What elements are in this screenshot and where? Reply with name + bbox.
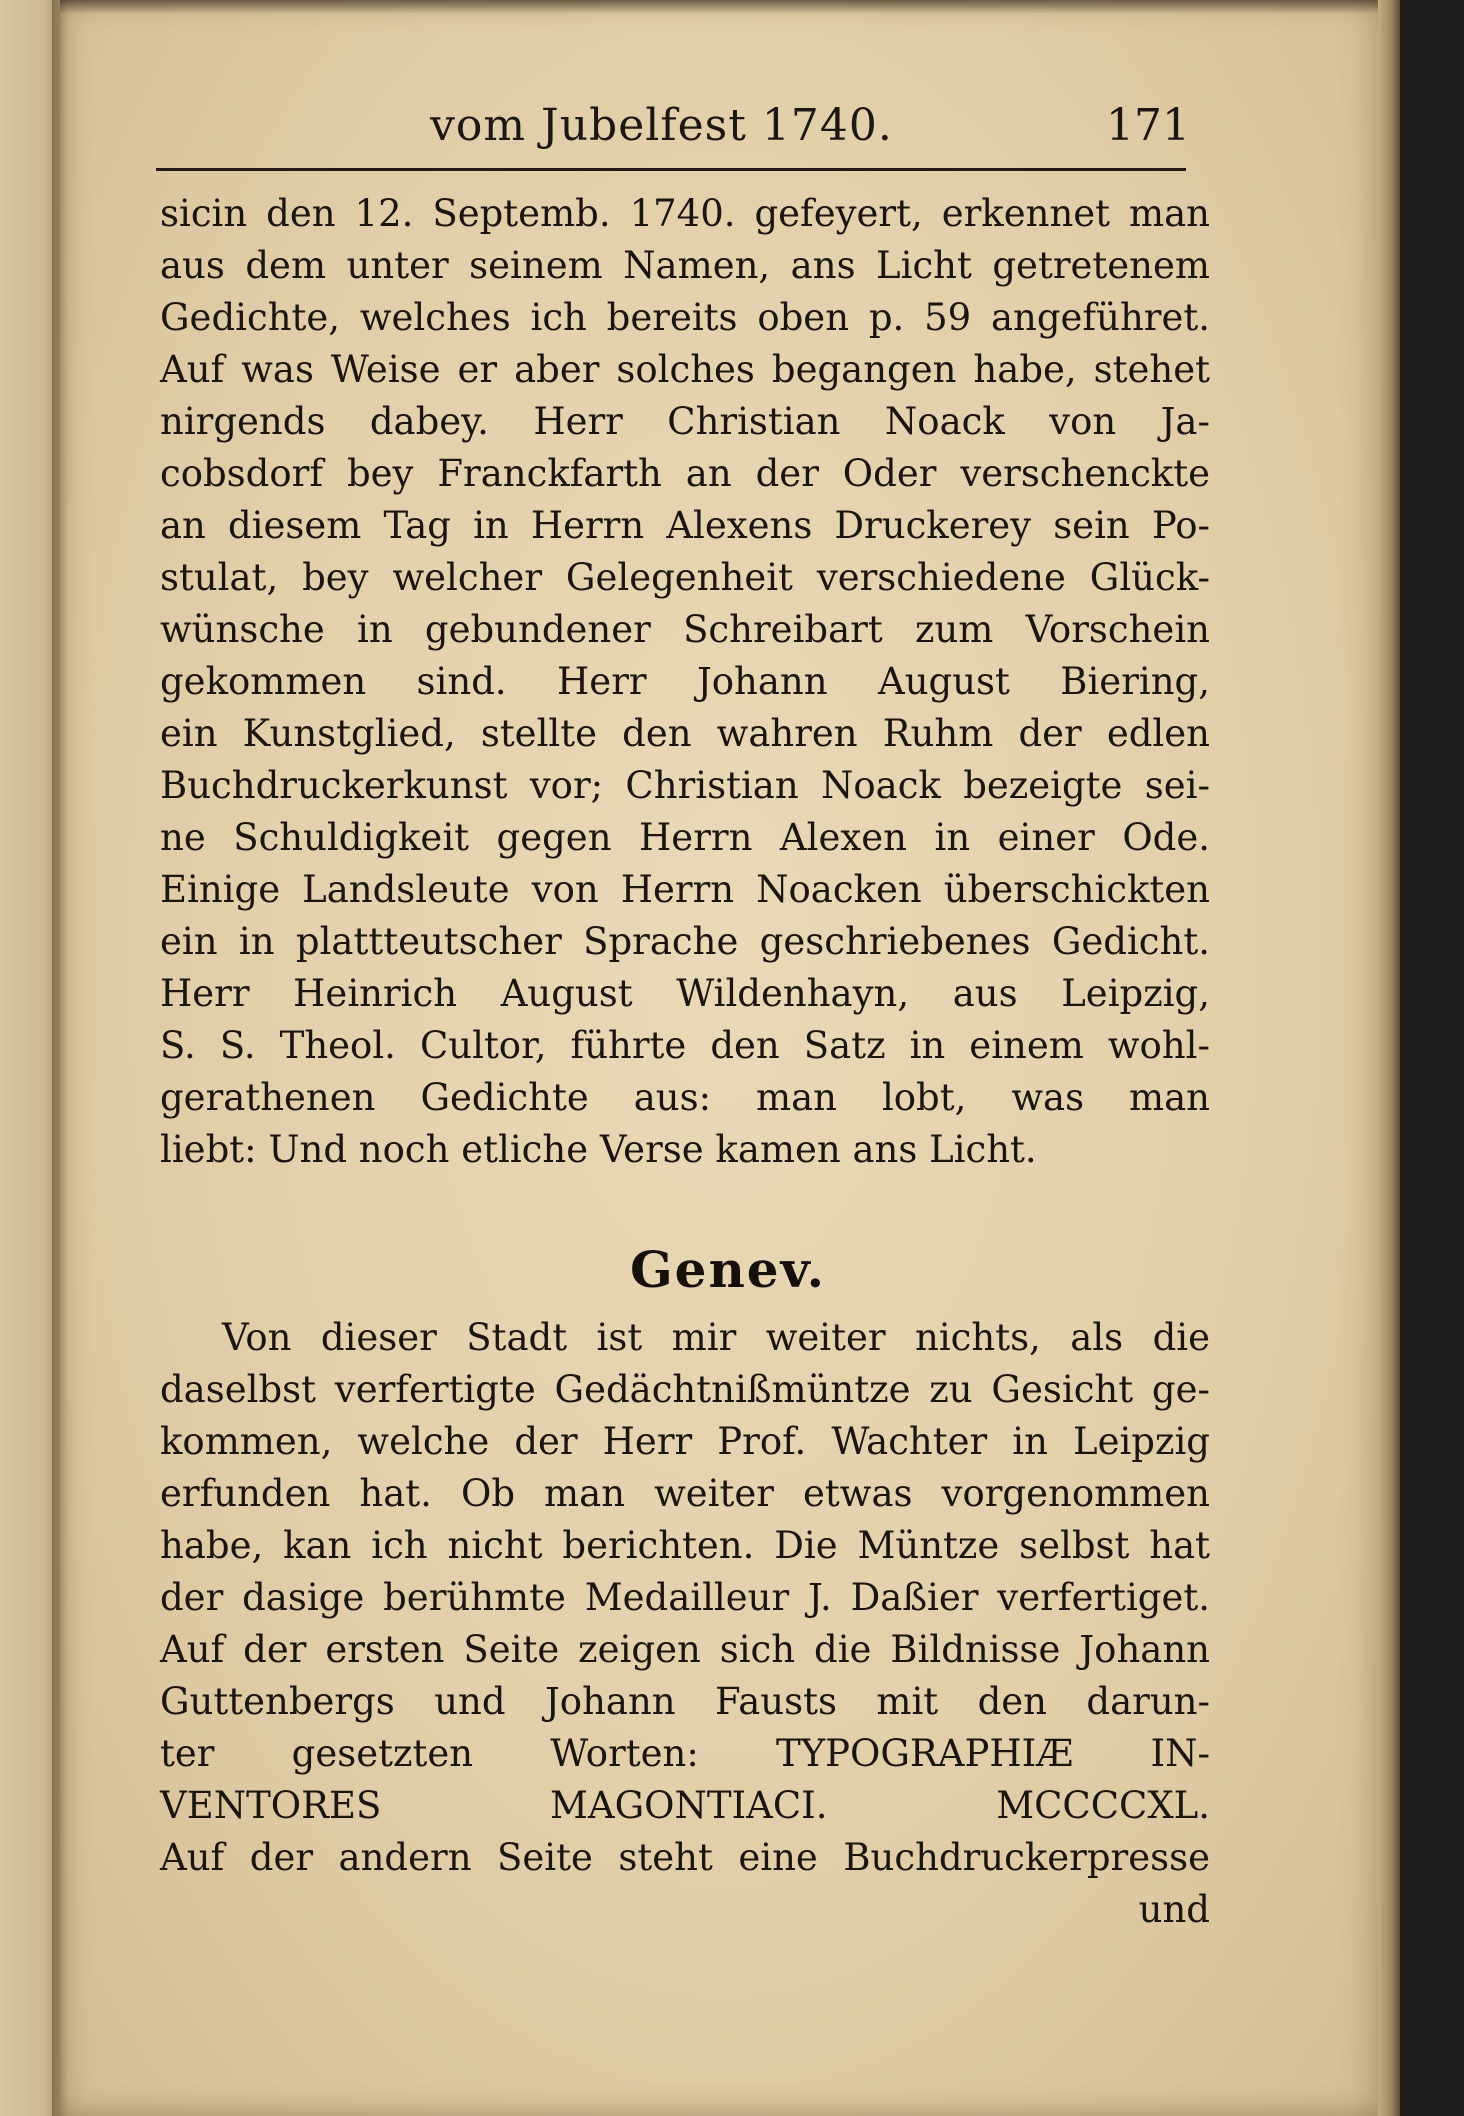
text-line: S. S. Theol. Cultor, führte den Satz in einem wohl- — [160, 1024, 1210, 1067]
text-line: Auf was Weise er aber solches begangen habe, stehet — [160, 348, 1210, 391]
text-line: stulat, bey welcher Gelegenheit verschiedene Glück- — [160, 556, 1210, 599]
text-line: Guttenbergs und Johann Fausts mit den darun- — [160, 1680, 1210, 1723]
text-line: Einige Landsleute von Herrn Noacken überschickten — [160, 868, 1210, 911]
text-line: ein in plattteutscher Sprache geschriebenes Gedicht. — [160, 920, 1210, 963]
text-line: Von dieser Stadt ist mir weiter nichts, als die — [222, 1316, 1210, 1359]
section-heading — [0, 1240, 1464, 1299]
catchword: und — [1138, 1888, 1210, 1931]
text-line: erfunden hat. Ob man weiter etwas vorgenommen — [160, 1472, 1210, 1515]
text-line: gerathenen Gedichte aus: man lobt, was man — [160, 1076, 1210, 1119]
header-rule — [156, 168, 1186, 171]
section-heading-text: Genev. — [629, 1240, 827, 1299]
text-line: cobsdorf bey Franckfarth an der Oder verschenckte — [160, 452, 1210, 495]
text-line: Auf der andern Seite steht eine Buchdruckerpresse — [160, 1836, 1210, 1879]
top-edge-shadow — [60, 0, 1390, 14]
text-line: Herr Heinrich August Wildenhayn, aus Leipzig, — [160, 972, 1210, 1015]
text-line: kommen, welche der Herr Prof. Wachter in Leipzig — [160, 1420, 1210, 1463]
text-line: ter gesetzten Worten: TYPOGRAPHIÆ IN- — [160, 1732, 1210, 1775]
text-line: sicin den 12. Septemb. 1740. gefeyert, erkennet man — [160, 192, 1210, 235]
running-title: vom Jubelfest 1740. — [430, 100, 893, 151]
text-line: Gedichte, welches ich bereits oben p. 59 angeführet. — [160, 296, 1210, 339]
text-line: Auf der ersten Seite zeigen sich die Bildnisse Johann — [160, 1628, 1210, 1671]
text-line: VENTORES MAGONTIACI. MCCCCXL. — [160, 1784, 1210, 1827]
text-line: ein Kunstglied, stellte den wahren Ruhm der edlen — [160, 712, 1210, 755]
page-header — [160, 96, 1190, 166]
text-line: gekommen sind. Herr Johann August Biering, — [160, 660, 1210, 703]
text-line: habe, kan ich nicht berichten. Die Müntze selbst hat — [160, 1524, 1210, 1567]
text-line: wünsche in gebundener Schreibart zum Vorschein — [160, 608, 1210, 651]
page-fore-edge — [1378, 0, 1400, 2116]
paragraph-1 — [160, 188, 1210, 1176]
text-line: nirgends dabey. Herr Christian Noack von Ja- — [160, 400, 1210, 443]
page-number: 171 — [1106, 100, 1190, 151]
text-line: an diesem Tag in Herrn Alexens Druckerey sein Po- — [160, 504, 1210, 547]
text-line: aus dem unter seinem Namen, ans Licht getretenem — [160, 244, 1210, 287]
paragraph-2 — [160, 1312, 1210, 1936]
text-line: ne Schuldigkeit gegen Herrn Alexen in einer Ode. — [160, 816, 1210, 859]
text-line: liebt: Und noch etliche Verse kamen ans Licht. — [160, 1128, 1037, 1171]
book-gutter-shadow — [52, 0, 68, 2116]
text-line: daselbst verfertigte Gedächtnißmüntze zu Gesicht ge- — [160, 1368, 1210, 1411]
text-line: der dasige berühmte Medailleur J. Daßier verfertiget. — [160, 1576, 1210, 1619]
text-line: Buchdruckerkunst vor; Christian Noack bezeigte sei- — [160, 764, 1210, 807]
scan-background — [1400, 0, 1464, 2116]
